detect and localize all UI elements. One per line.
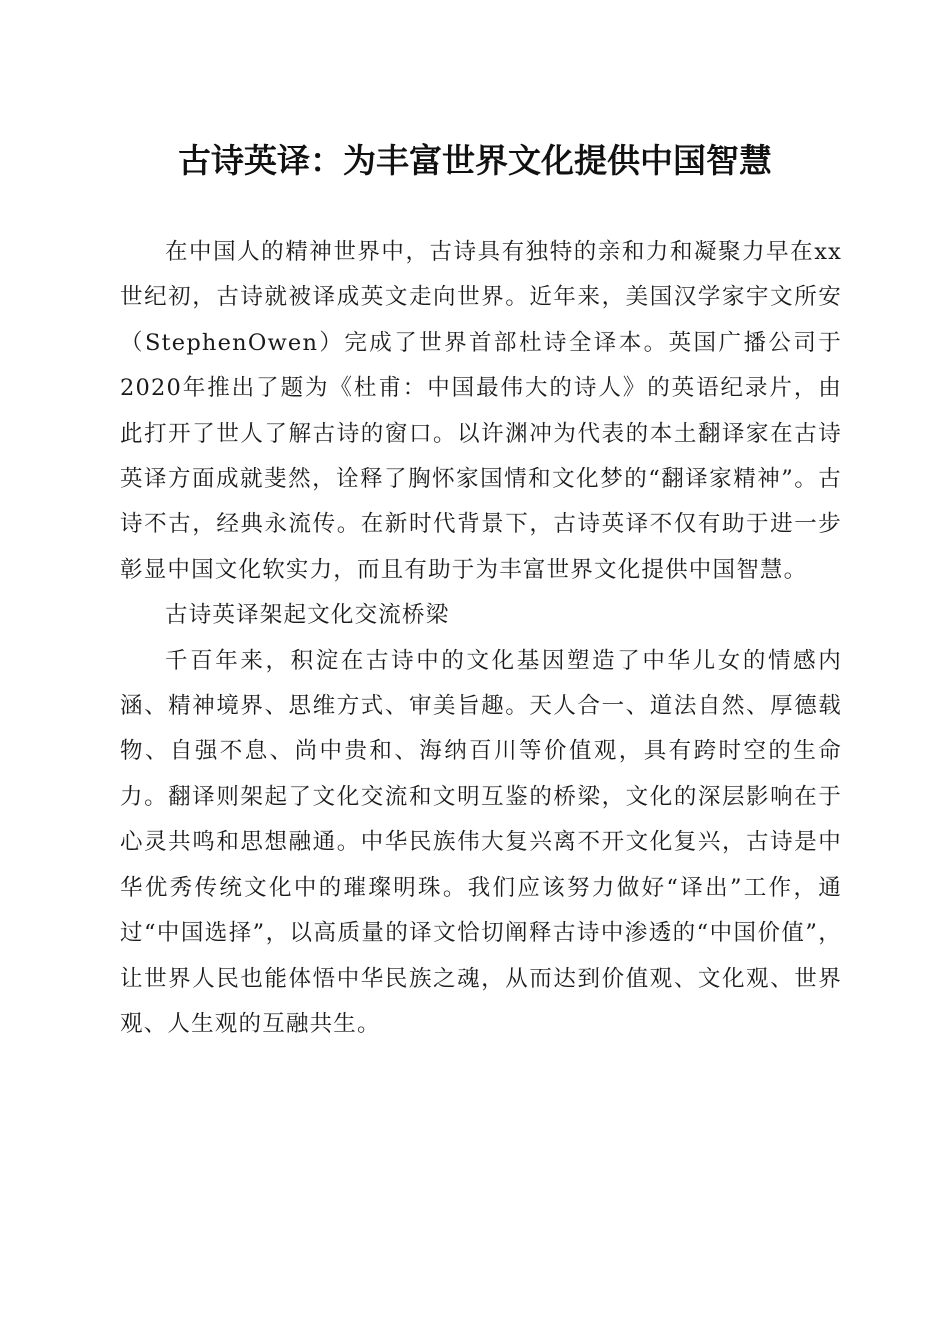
paragraph-culture-bridge: 千百年来，积淀在古诗中的文化基因塑造了中华儿女的情感内涵、精神境界、思维方式、审美旨趣。天人合一、道法自然、厚德载物、自强不息、尚中贵和、海纳百川等价值观，具有跨时空的生命力。翻译则架起了文化交流和文明互鉴的桥梁，文化的深层影响在于心灵共鸣和思想融通。中华民族伟大复兴离不开文化复兴，古诗是中华优秀传统文化中的璀璨明珠。我们应该努力做好“译出”工作，通过“中国选择”，以高质量的译文恰切阐释古诗中渗透的“中国价值”，让世界人民也能体悟中华民族之魂，从而达到价值观、文化观、世界观、人生观的互融共生。: [120, 647, 842, 1037]
document-body: [120, 230, 842, 1047]
paragraph-intro: 在中国人的精神世界中，古诗具有独特的亲和力和凝聚力早在xx世纪初，古诗就被译成英文走向世界。近年来，美国汉学家宇文所安（StephenOwen）完成了世界首部杜诗全译本。英国广播公司于2020年推出了题为《杜甫：中国最伟大的诗人》的英语纪录片，由此打开了世人了解古诗的窗口。以许渊冲为代表的本土翻译家在古诗英译方面成就斐然，诠释了胸怀家国情和文化梦的“翻译家精神”。古诗不古，经典永流传。在新时代背景下，古诗英译不仅有助于进一步彰显中国文化软实力，而且有助于为丰富世界文化提供中国智慧。: [120, 239, 842, 583]
document-title: 古诗英译：为丰富世界文化提供中国智慧: [178, 141, 772, 180]
section-heading: 古诗英译架起文化交流桥梁: [165, 602, 450, 629]
